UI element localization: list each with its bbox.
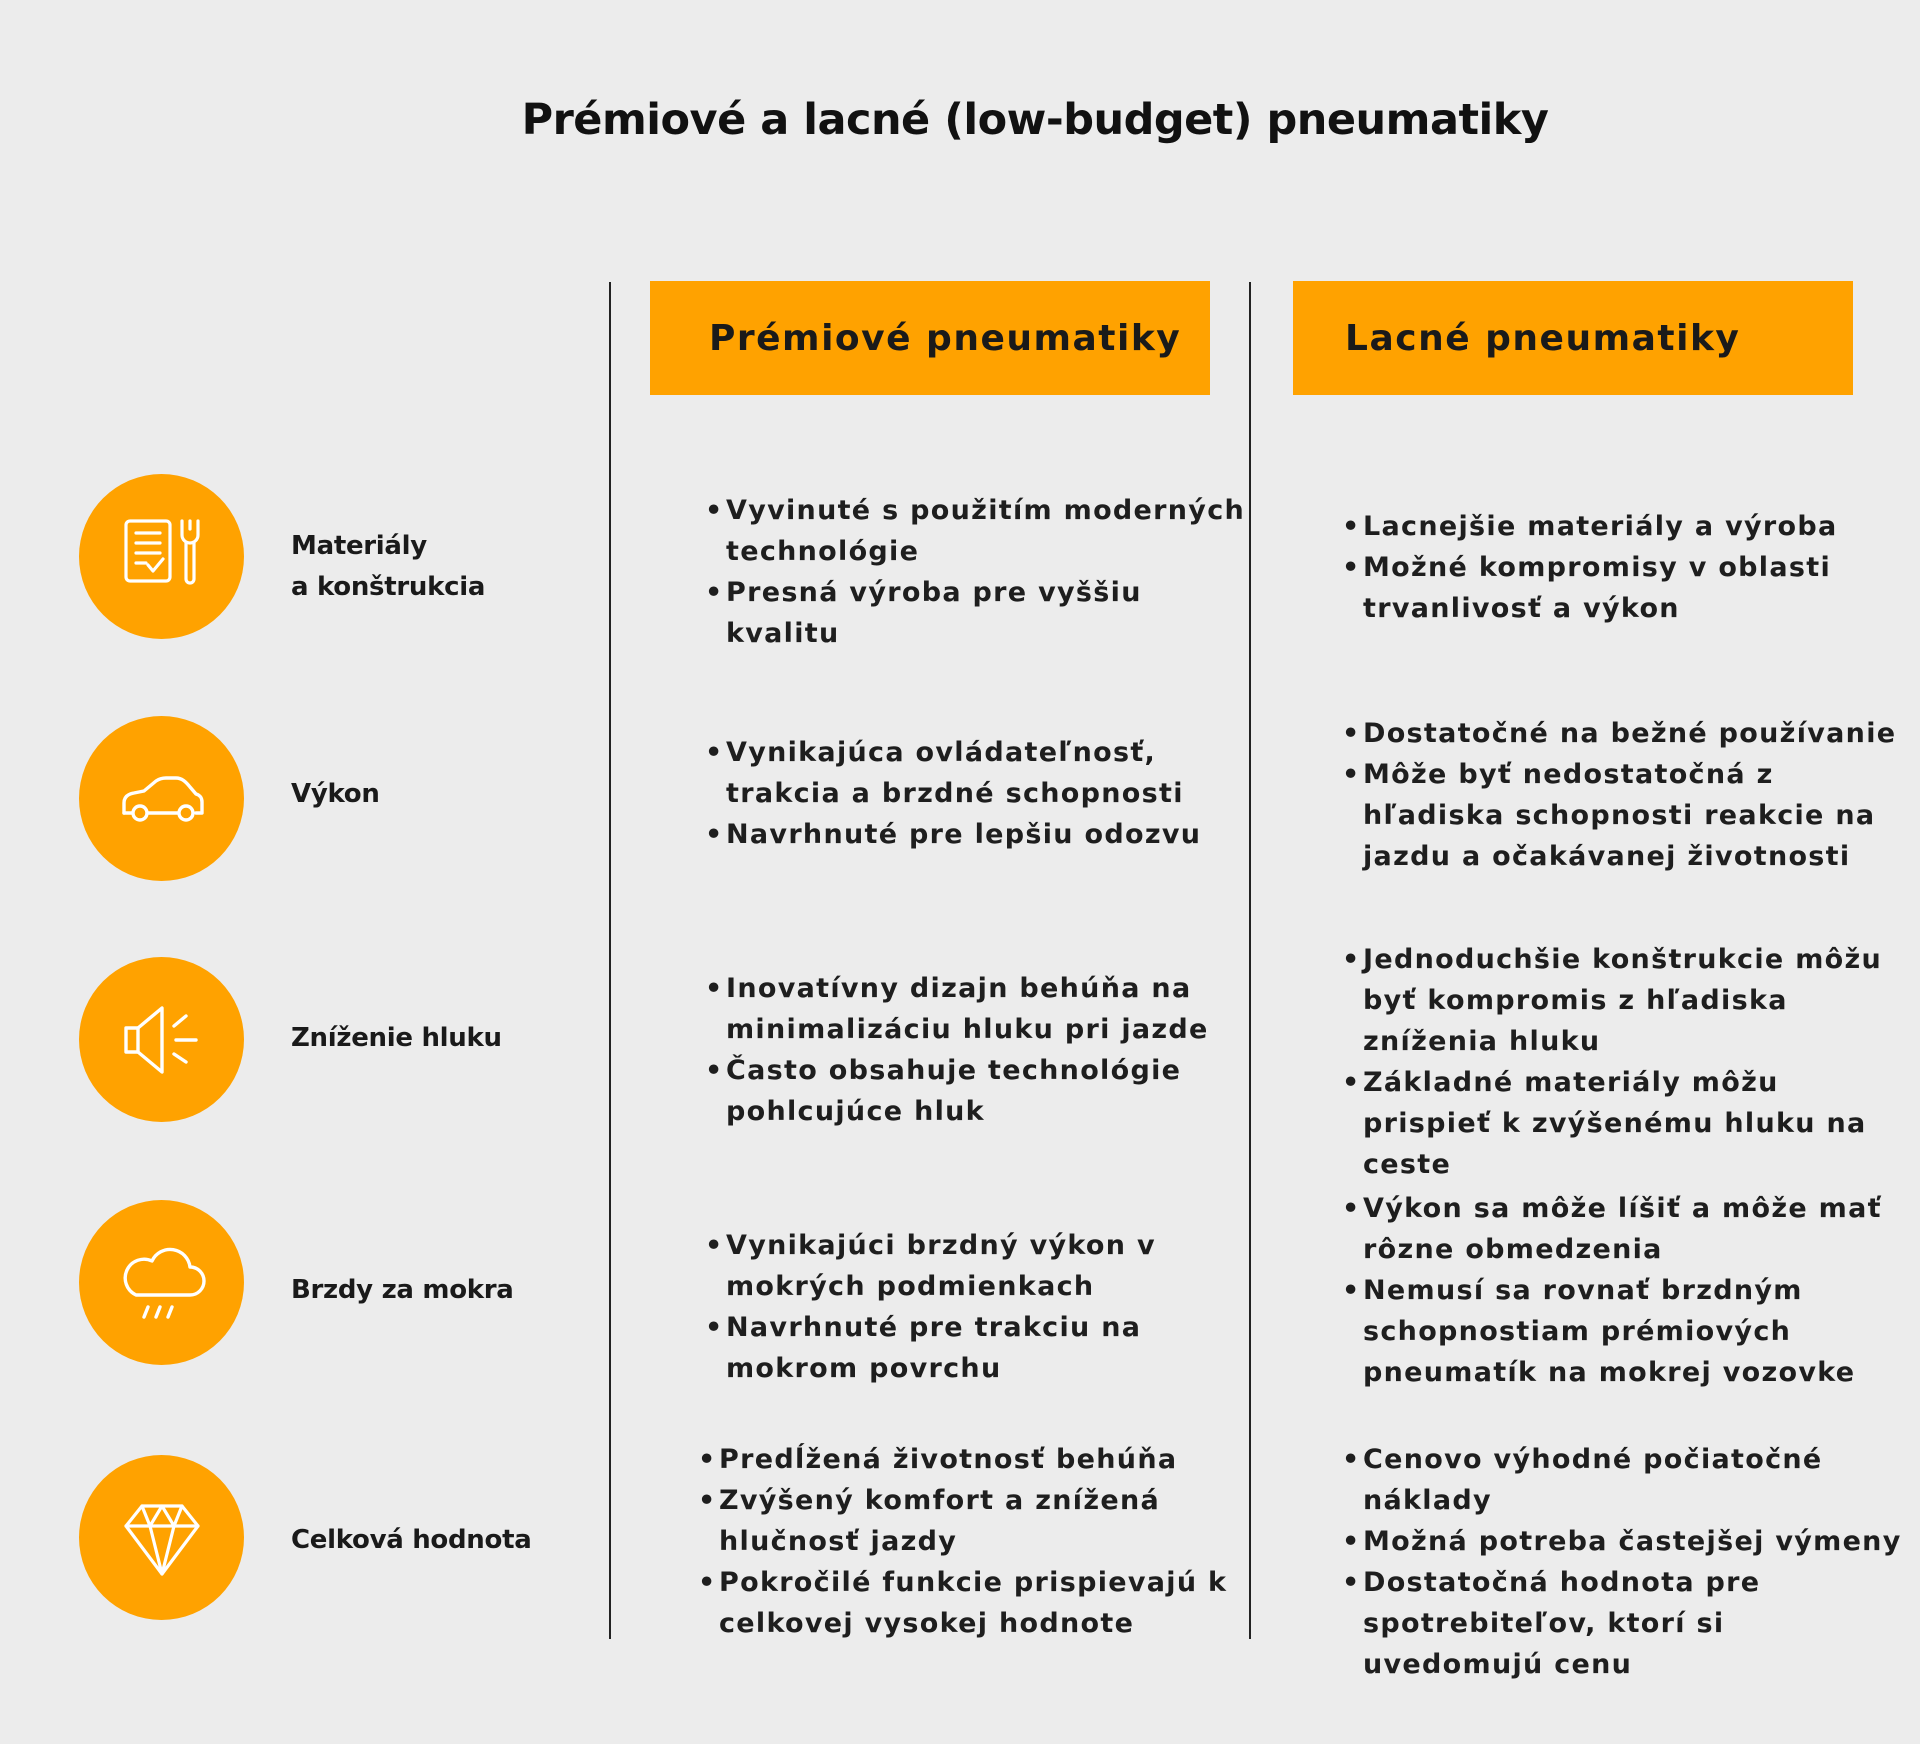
premium-cell-wet-braking [705,1225,1265,1389]
car-icon [112,749,212,849]
list-item: • Nemusí sa rovnať brzdným schopnostiam prémiových pneumatík na mokrej vozovke [1342,1270,1912,1393]
premium-cell-noise [705,968,1265,1132]
premium-cell-overall-value [698,1439,1258,1644]
row-label-wet-braking [291,1270,514,1311]
row-label-performance-text: Výkon [291,779,380,809]
row-label-materials-line1: Materiály [291,531,427,561]
list-item: • Lacnejšie materiály a výroba [1342,506,1912,547]
page-title: Prémiové a lacné (low-budget) pneumatiky [521,95,1549,145]
list-item: • Vynikajúci brzdný výkon v mokrých podmienkach [705,1225,1265,1307]
list-item: • Výkon sa môže líšiť a môže mať rôzne obmedzenia [1342,1188,1912,1270]
row-label-materials [291,526,485,608]
list-item: • Presná výroba pre vyššiu kvalitu [705,572,1265,654]
list-item: • Zvýšený komfort a znížená hlučnosť jazdy [698,1480,1258,1562]
row-label-wet-braking-text: Brzdy za mokra [291,1275,514,1305]
cheap-cell-wet-braking [1342,1188,1912,1393]
list-item: • Jednoduchšie konštrukcie môžu byť kompromis z hľadiska zníženia hluku [1342,939,1912,1062]
row-icon-noise [79,957,244,1122]
row-icon-overall-value [79,1455,244,1620]
list-item: • Vyvinuté s použitím moderných technológie [705,490,1265,572]
cheap-cell-overall-value [1342,1439,1912,1685]
row-label-materials-line2: a konštrukcia [291,572,486,602]
row-icon-materials [79,474,244,639]
list-item: • Navrhnuté pre trakciu na mokrom povrchu [705,1307,1265,1389]
list-item: • Predĺžená životnosť behúňa [698,1439,1258,1480]
list-item: • Pokročilé funkcie prispievajú k celkovej vysokej hodnote [698,1562,1258,1644]
premium-cell-performance [705,732,1265,855]
speaker-icon [112,990,212,1090]
column-divider-right [1249,282,1251,1639]
premium-cell-materials [705,490,1265,654]
row-icon-performance [79,716,244,881]
list-item: • Vynikajúca ovládateľnosť, trakcia a brzdné schopnosti [705,732,1265,814]
row-label-overall-value-text: Celková hodnota [291,1525,532,1555]
list-item: • Navrhnuté pre lepšiu odozvu [705,814,1265,855]
list-item: • Môže byť nedostatočná z hľadiska schopnosti reakcie na jazdu a očakávanej životnosti [1342,754,1912,877]
row-icon-wet-braking [79,1200,244,1365]
cheap-column-header [1293,281,1853,395]
list-item: • Dostatočná hodnota pre spotrebiteľov, ktorí si uvedomujú cenu [1342,1562,1912,1685]
row-label-noise-text: Zníženie hluku [291,1023,502,1053]
row-label-performance [291,774,380,815]
list-item: • Možná potreba častejšej výmeny [1342,1521,1912,1562]
cheap-cell-materials [1342,506,1912,629]
cheap-cell-noise [1342,939,1912,1185]
list-item: • Inovatívny dizajn behúňa na minimalizáciu hluku pri jazde [705,968,1265,1050]
list-item: • Cenovo výhodné počiatočné náklady [1342,1439,1912,1521]
premium-column-title: Prémiové pneumatiky [709,317,1182,359]
list-item: • Často obsahuje technológie pohlcujúce hluk [705,1050,1265,1132]
premium-column-header [650,281,1210,395]
cheap-cell-performance [1342,713,1912,877]
row-label-overall-value [291,1520,531,1561]
cheap-column-title: Lacné pneumatiky [1345,317,1741,359]
rain-cloud-icon [112,1233,212,1333]
row-label-noise [291,1018,502,1059]
document-wrench-icon [112,507,212,607]
list-item: • Dostatočné na bežné používanie [1342,713,1912,754]
list-item: • Možné kompromisy v oblasti trvanlivosť a výkon [1342,547,1912,629]
column-divider-left [609,282,611,1639]
diamond-icon [112,1488,212,1588]
list-item: • Základné materiály môžu prispieť k zvýšenému hluku na ceste [1342,1062,1912,1185]
